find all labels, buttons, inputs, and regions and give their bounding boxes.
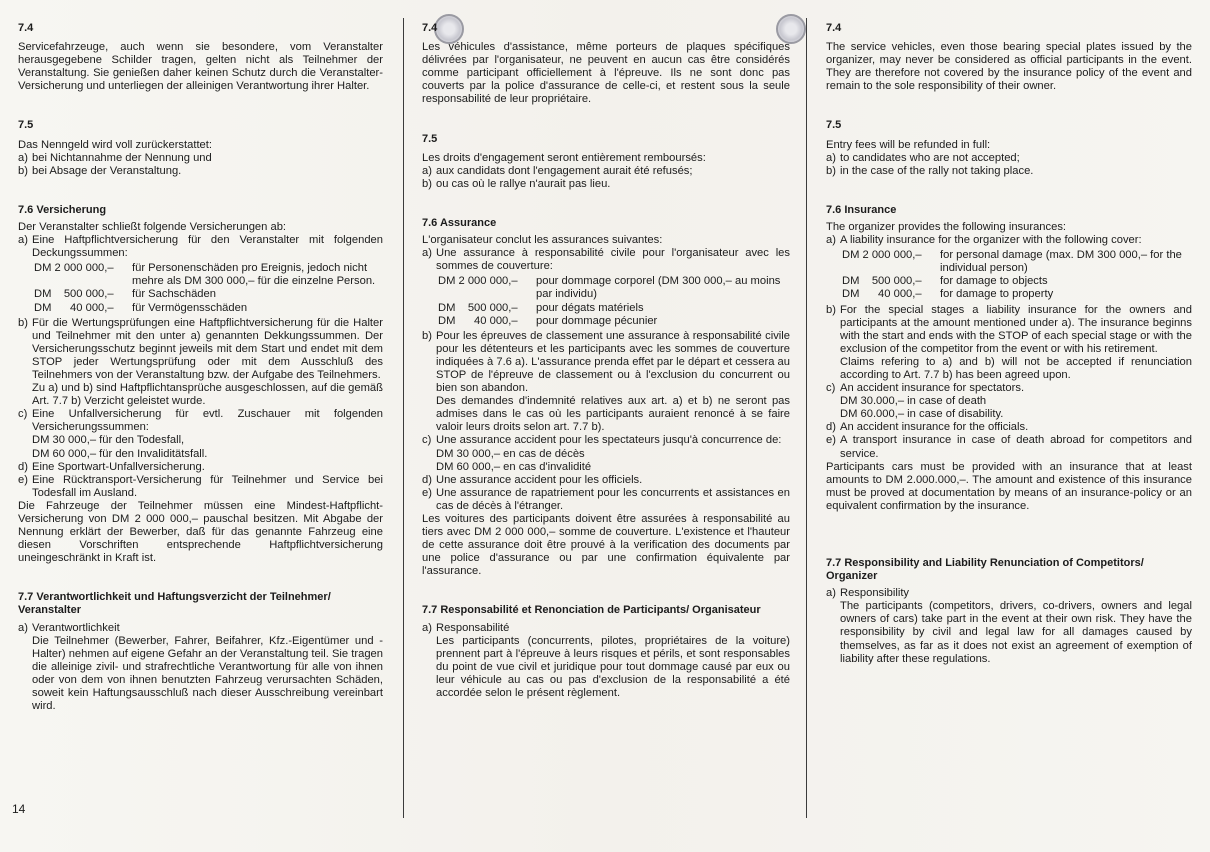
- section-text: The service vehicles, even those bearing special plates issued by the organizer, may never be considered as official participants in the event. They are therefore not covered by the insurance policy of the event and remain to the sole responsibility of their owner.: [826, 41, 1192, 93]
- section-text: Les véhicules d'assistance, même porteurs de plaques spécifiques délivrées par l'organisateur, ne peuvent en aucun cas être considérés comme participant officiellement à l'épreuve. Ils ne sont donc pas couverts par la police d'assurance de celle-ci, et restent sous la seule responsabilité de leur propriétaire.: [422, 41, 790, 106]
- section-text: Die Teilnehmer (Bewerber, Fahrer, Beifahrer, Kfz.-Eigentümer und -Halter) nehmen auf eigene Gefahr an der Veranstaltung teil. Sie tragen die alleinige zivil- und strafrechtliche Verantwortung für alle von ihnen oder von dem von ihnen benutzten Fahrzeug verursachten Schäden, soweit kein Haftungsausschluß nach dieser Ausschreibung vereinbart wird.: [32, 634, 383, 713]
- section-intro: Entry fees will be refunded in full:: [826, 138, 991, 151]
- list-subitem: DM 30.000,– in case of death: [840, 395, 987, 408]
- list-item: b) bei Absage der Veranstaltung.: [18, 164, 182, 177]
- list-item: a) Responsabilité: [422, 621, 510, 634]
- table-row: DM 2 000 000,– für Personenschäden pro Ereignis, jedoch nicht mehre als DM 300 000,– für die einzelne Person.: [34, 262, 376, 288]
- section-title: 7.6 Versicherung: [18, 203, 107, 216]
- section-text: Participants cars must be provided with an insurance that at least amounts to DM 2.000.000,–. The amount and existence of this insurance must be proved at documentation by means of an insurance-policy or an equivalent confirmation by the insurance.: [826, 460, 1192, 512]
- table-row: DM 40 000,– pour dommage pécunier: [438, 314, 658, 327]
- list-item: a) aux candidats dont l'engagement aurait été refusés;: [422, 164, 693, 177]
- list-item: b) in the case of the rally not taking place.: [826, 164, 1034, 177]
- list-subitem: DM 60.000,– in case of disability.: [840, 408, 1004, 421]
- section-7-7: [826, 557, 1192, 666]
- list-item: b) Pour les épreuves de classement une assurance à responsabilité civile pour les détenteurs et les participants avec les sommes de couverture indiquées à 7.6 a). L'assurance prenda effet par le départ et cessera au STOP de l'épreuve de classement ou à l'exclusion du concurrent ou bien son abandon.: [422, 329, 790, 395]
- table-row: DM 40 000,– for damage to property: [842, 288, 1054, 301]
- list-item: b) For the special stages a liability insurance for the owners and participants at the amount mentioned under a). The insurance beginns with the start and ends with the STOP of each special stage or with the exclusion of the competitor from the event or with his retirement.: [826, 303, 1192, 355]
- section-7-5: [422, 133, 790, 191]
- table-row: DM 500 000,– für Sachschäden: [34, 288, 216, 301]
- table-row: DM 2 000 000,– for personal damage (max. DM 300 000,– for the individual person): [842, 249, 1182, 275]
- section-number: 7.4: [422, 22, 438, 34]
- coverage-table: [842, 249, 1192, 301]
- list-subitem: DM 60 000,– für den Invaliditätsfall.: [32, 447, 208, 460]
- section-intro: Der Veranstalter schließt folgende Versicherungen ab:: [18, 220, 287, 233]
- list-item-note: Zu a) und b) sind Haftpflichtansprüche ausgeschlossen, auf die gemäß Art. 7.7 b) Verzicht geleistet wurde.: [32, 382, 383, 408]
- list-item: a) Verantwortlichkeit: [18, 621, 120, 634]
- list-item: d) Une assurance accident pour les officiels.: [422, 473, 643, 486]
- section-number: 7.4: [18, 22, 34, 34]
- coverage-table: [438, 275, 790, 327]
- section-title: 7.7 Verantwortlichkeit und Haftungsverzicht der Teilnehmer/ Veranstalter: [18, 591, 331, 617]
- list-item: e) Une assurance de rapatriement pour les concurrents et assistances en cas de décès à l'étranger.: [422, 486, 790, 512]
- section-7-4: [422, 22, 790, 107]
- list-item: a) to candidates who are not accepted;: [826, 151, 1020, 164]
- section-number: 7.5: [18, 119, 34, 132]
- section-title: 7.7 Responsibility and Liability Renunciation of Competitors/ Organizer: [826, 557, 1144, 583]
- table-row: DM 500 000,– for damage to objects: [842, 275, 1048, 288]
- section-intro: L'organisateur conclut les assurances suivantes:: [422, 234, 663, 247]
- list-item: a) Une assurance à responsabilité civile pour l'organisateur avec les sommes de couverture:: [422, 247, 790, 273]
- list-subitem: DM 30 000,– en cas de décès: [436, 447, 585, 460]
- list-item: b) ou cas où le rallye n'aurait pas lieu.: [422, 177, 611, 190]
- page-number: 14: [12, 802, 26, 816]
- list-subitem: DM 30 000,– für den Todesfall,: [32, 434, 185, 447]
- list-item: a) A liability insurance for the organizer with the following cover:: [826, 234, 1142, 247]
- column-german: [18, 22, 383, 713]
- list-item: e) A transport insurance in case of death abroad for competitors and service.: [826, 434, 1192, 460]
- list-item: e) Eine Rücktransport-Versicherung für Teilnehmer und Service bei Todesfall im Ausland.: [18, 473, 383, 499]
- section-text: Les voitures des participants doivent être assurées à responsabilité au tiers avec DM 2 000 000,– somme de couverture. L'existence et l'hauteur de cette assurance doit être prouvé à la verification des documents par une police d'assurance ou par une confirmation équivalente par l'assurance.: [422, 513, 790, 578]
- list-item-note: Claims refering to a) and b) will not be accepted if renunciation according to Art. 7.7 b) has been agreed upon.: [840, 355, 1192, 381]
- section-text: Die Fahrzeuge der Teilnehmer müssen eine Mindest-Haftpflicht-Versicherung von DM 2 000 000,– pauschal besitzen. Mit Abgabe der Nennung erklärt der Bewerber, daß für das genannte Fahrzeug eine diesen Vorschriften entsprechende Haftpflichtversicherung uneingeschränkt in Kraft ist.: [18, 499, 383, 565]
- column-divider: [806, 18, 807, 818]
- section-text: Les participants (concurrents, pilotes, propriétaires de la voiture) prennent part à l'épreuve à leurs risques et périls, et sont responsables du point de vue civil et juridique pour tout dommage causé par eux ou leur véhicule au cas ou pas d'exclusion de la responsabilité a été accordée selon le présent règlement.: [436, 634, 790, 700]
- section-7-5: [826, 119, 1192, 177]
- section-intro: The organizer provides the following insurances:: [826, 220, 1067, 233]
- section-7-6: [826, 204, 1192, 513]
- list-item: a) Eine Haftpflichtversicherung für den Veranstalter mit folgenden Deckungssummen:: [18, 234, 383, 260]
- list-item: d) Eine Sportwart-Unfallversicherung.: [18, 460, 205, 473]
- list-item: c) An accident insurance for spectators.: [826, 382, 1025, 395]
- section-title: 7.6 Insurance: [826, 203, 897, 216]
- section-text: The participants (competitors, drivers, co-drivers, owners and legal owners of cars) take part in the event at their own risk. They have the responsibility by civil and legal law for all damages caused by themselves, as far as it does not exist an agreement of exemption of liability after these regulations.: [840, 600, 1192, 665]
- section-7-5: [18, 119, 383, 177]
- list-item: b) Für die Wertungsprüfungen eine Haftpflichtversicherung für die Halter und Teilnehmer mit den unter a) genannten Dekkungssummen. Der Versicherungsschutz beginnt jeweils mit dem Start und endet mit dem STOP jeder Wertungsprüfung oder mit dem Ausschluß des Teilnehmers von der Veranstaltung bzw. der Aufgabe des Teilnehmers.: [18, 316, 383, 381]
- section-title: 7.7 Responsabilité et Renonciation de Participants/ Organisateur: [422, 604, 761, 617]
- section-7-6: [18, 204, 383, 566]
- column-french: [422, 22, 790, 700]
- section-7-7: [422, 604, 790, 700]
- section-number: 7.5: [422, 132, 438, 145]
- section-7-4: [18, 22, 383, 93]
- column-english: [826, 22, 1192, 666]
- coverage-table: [34, 262, 383, 314]
- list-item: a) bei Nichtannahme der Nennung und: [18, 151, 212, 164]
- section-intro: Les droits d'engagement seront entièrement remboursés:: [422, 151, 706, 164]
- list-item: d) An accident insurance for the officials.: [826, 421, 1029, 434]
- section-7-6: [422, 217, 790, 579]
- list-subitem: DM 60 000,– en cas d'invalidité: [436, 460, 592, 473]
- list-item: a) Responsibility: [826, 587, 910, 600]
- section-number: 7.5: [826, 119, 842, 132]
- section-7-4: [826, 22, 1192, 93]
- list-item-note: Des demandes d'indemnité relatives aux art. a) et b) ne seront pas admises dans le cas où les participants auraient renoncé à se faire valoir leurs droits selon art. 7.7 b).: [436, 395, 790, 434]
- section-text: Servicefahrzeuge, auch wenn sie besondere, vom Veranstalter herausgegebene Schilder tragen, gelten nicht als Teilnehmer der Veranstaltung. Sie genießen daher keinen Schutz durch die Veranstalter-Versicherung und unterliegen der alleinigen Verantwortung ihrer Halter.: [18, 41, 383, 93]
- section-number: 7.4: [826, 22, 842, 34]
- table-row: DM 500 000,– pour dégats matériels: [438, 301, 644, 314]
- list-item: c) Une assurance accident pour les spectateurs jusqu'à concurrence de:: [422, 434, 782, 447]
- column-divider: [403, 18, 404, 818]
- list-item: c) Eine Unfallversicherung für evtl. Zuschauer mit folgenden Versicherungssummen:: [18, 408, 383, 434]
- section-title: 7.6 Assurance: [422, 216, 497, 229]
- table-row: DM 2 000 000,– pour dommage corporel (DM 300 000,– au moins par individu): [438, 275, 781, 301]
- section-intro: Das Nenngeld wird voll zurückerstattet:: [18, 138, 213, 151]
- section-7-7: [18, 591, 383, 713]
- table-row: DM 40 000,– für Vermögensschäden: [34, 301, 248, 314]
